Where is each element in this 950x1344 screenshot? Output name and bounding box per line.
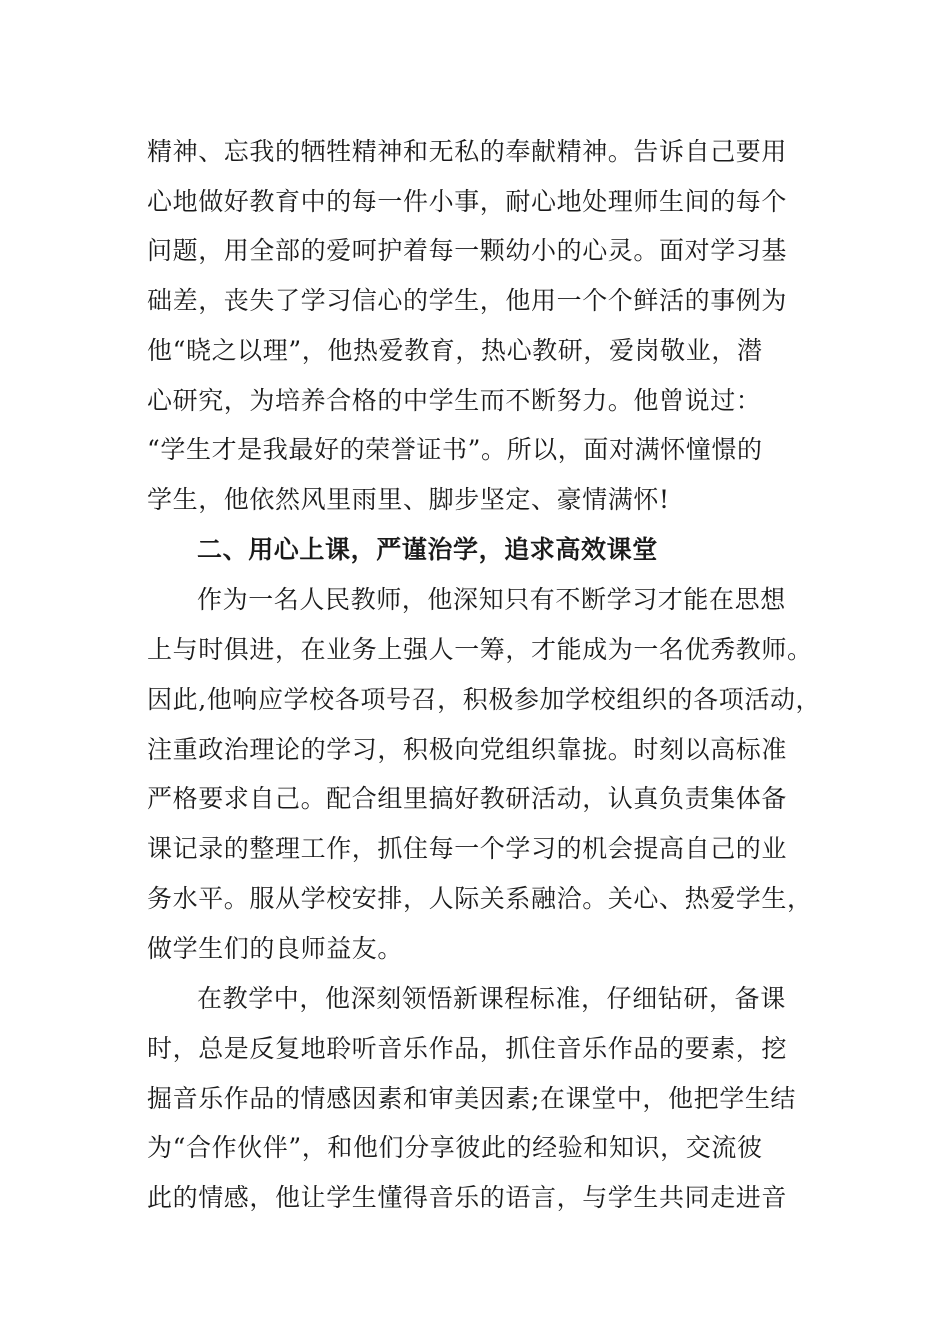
- text-line: 因此,他响应学校各项号召，积极参加学校组织的各项活动，: [147, 685, 822, 714]
- text-line: 注重政治理论的学习，积极向党组织靠拢。时刻以高标准: [147, 735, 788, 764]
- text-line: 时，总是反复地聆听音乐作品，抓住音乐作品的要素，挖: [147, 1034, 788, 1063]
- section-heading: 二、用心上课，严谨治学，追求高效课堂: [197, 535, 658, 564]
- text-line: 作为一名人民教师，他深知只有不断学习才能在思想: [197, 585, 786, 614]
- text-line: 他“晓之以理”，他热爱教育，热心教研，爱岗敬业，潜: [147, 336, 763, 365]
- text-line: 心地做好教育中的每一件小事，耐心地处理师生间的每个: [147, 187, 788, 216]
- text-line: 上与时俱进，在业务上强人一筹，才能成为一名优秀教师。: [147, 635, 813, 664]
- text-line: 务水平。服从学校安排，人际关系融洽。关心、热爱学生，: [147, 884, 813, 913]
- text-line: “学生才是我最好的荣誉证书”。所以，面对满怀憧憬的: [147, 435, 763, 464]
- text-line: 础差，丧失了学习信心的学生，他用一个个鲜活的事例为: [147, 286, 788, 315]
- text-line: 课记录的整理工作，抓住每一个学习的机会提高自己的业: [147, 834, 788, 863]
- text-line: 做学生们的良师益友。: [147, 934, 404, 963]
- text-line: 此的情感，他让学生懂得音乐的语言，与学生共同走进音: [147, 1183, 788, 1212]
- text-line: 精神、忘我的牺牲精神和无私的奉献精神。告诉自己要用: [147, 137, 788, 166]
- text-line: 学生，他依然风里雨里、脚步坚定、豪情满怀!: [147, 485, 670, 514]
- text-line: 心研究，为培养合格的中学生而不断努力。他曾说过：: [147, 386, 762, 415]
- text-line: 掘音乐作品的情感因素和审美因素;在课堂中，他把学生结: [147, 1084, 797, 1113]
- text-line: 严格要求自己。配合组里搞好教研活动，认真负责集体备: [147, 784, 788, 813]
- text-line: 为“合作伙伴”，和他们分享彼此的经验和知识，交流彼: [147, 1133, 763, 1162]
- text-line: 问题，用全部的爱呵护着每一颗幼小的心灵。面对学习基: [147, 236, 788, 265]
- text-line: 在教学中，他深刻领悟新课程标准，仔细钻研，备课: [197, 984, 786, 1013]
